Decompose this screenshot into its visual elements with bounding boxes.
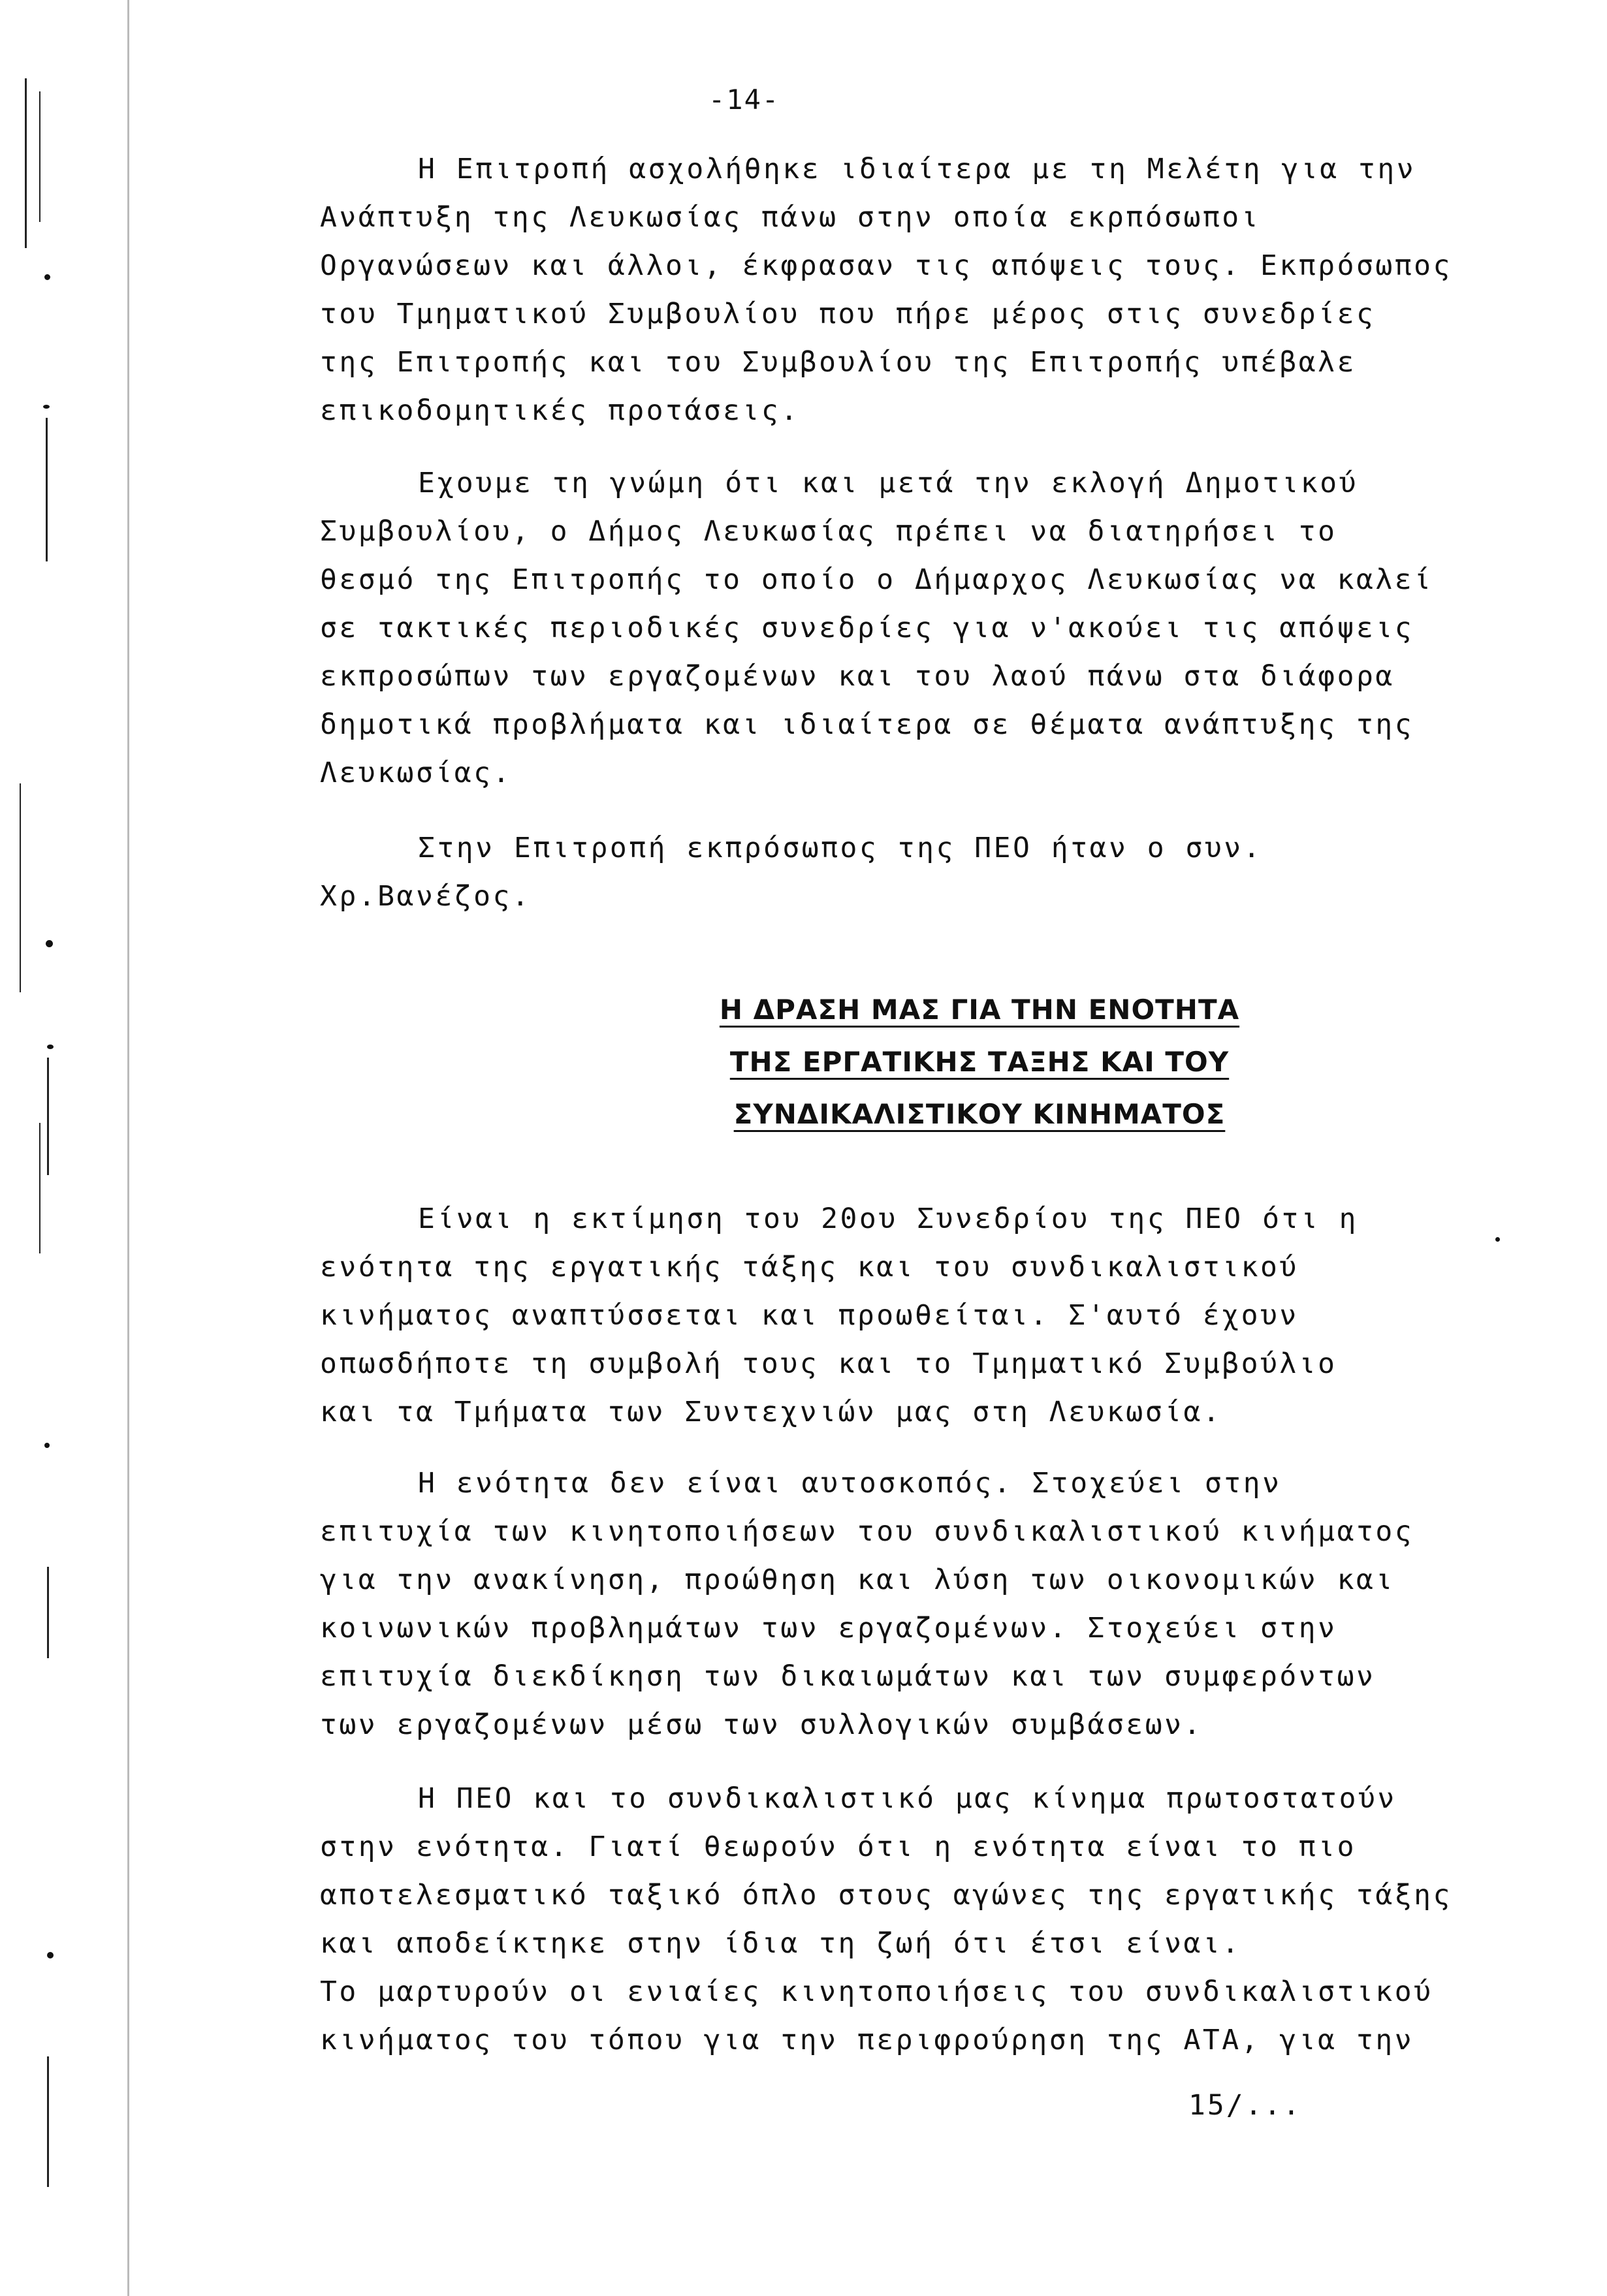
scan-speck [44, 1443, 50, 1448]
section-heading [653, 986, 1306, 1142]
scan-margin-line [20, 783, 21, 992]
text-line: Το μαρτυρούν οι ενιαίες κινητοποιήσεις του συνδικαλιστικού [320, 1975, 1433, 2008]
scan-speck [1495, 1237, 1500, 1242]
scan-margin-line [47, 1567, 49, 1658]
text-line: σε τακτικές περιοδικές συνεδρίες για ν'ακούει τις απόψεις [320, 612, 1414, 644]
paragraph-unity-goal [320, 1459, 1495, 1749]
paragraph-peo-unity [320, 1774, 1495, 2064]
text-line: επικοδομητικές προτάσεις. [320, 394, 800, 427]
scan-speck [46, 940, 53, 947]
text-line: Εχουμε τη γνώμη ότι και μετά την εκλογή Δημοτικού [418, 467, 1359, 499]
text-line: κινήματος του τόπου για την περιφρούρηση της ΑΤΑ, για την [320, 2024, 1414, 2056]
text-line: επιτυχία διεκδίκηση των δικαιωμάτων και των συμφερόντων [320, 1660, 1376, 1693]
heading-line: ΤΗΣ ΕΡΓΑΤΙΚΗΣ ΤΑΞΗΣ ΚΑΙ ΤΟΥ [729, 1046, 1230, 1078]
text-line: της Επιτροπής και του Συμβουλίου της Επιτροπής υπέβαλε [320, 346, 1356, 379]
text-line: και αποδείκτηκε στην ίδια τη ζωή ότι έτσι είναι. [320, 1927, 1241, 1960]
text-line: και τα Τμήματα των Συντεχνιών μας στη Λευκωσία. [320, 1396, 1222, 1428]
scan-speck [47, 1952, 54, 1958]
text-line: στην ενότητα. Γιατί θεωρούν ότι η ενότητα είναι το πιο [320, 1831, 1356, 1863]
text-line: Η ενότητα δεν είναι αυτοσκοπός. Στοχεύει στην [418, 1467, 1282, 1500]
text-line: για την ανακίνηση, προώθηση και λύση των οικονομικών και [320, 1564, 1395, 1596]
text-line: του Τμηματικού Συμβουλίου που πήρε μέρος στις συνεδρίες [320, 298, 1376, 330]
page-continuation-marker: 15/... [1188, 2089, 1302, 2122]
paragraph-committee-work [320, 145, 1495, 435]
text-line: επιτυχία των κινητοποιήσεων του συνδικαλιστικού κινήματος [320, 1515, 1414, 1548]
scan-margin-line [25, 78, 27, 248]
scan-margin-line [127, 0, 129, 2296]
text-line: Ανάπτυξη της Λευκωσίας πάνω στην οποία εκρπόσωποι [320, 201, 1261, 234]
text-line: των εργαζομένων μέσω των συλλογικών συμβάσεων. [320, 1708, 1203, 1741]
text-line: Η Επιτροπή ασχολήθηκε ιδιαίτερα με τη Μελέτη για την [418, 153, 1416, 185]
text-line: Χρ.Βανέζος. [320, 880, 532, 913]
text-line: Συμβουλίου, ο Δήμος Λευκωσίας πρέπει να διατηρήσει το [320, 515, 1337, 548]
paragraph-unity-assessment [320, 1195, 1495, 1436]
text-line: θεσμό της Επιτροπής το οποίο ο Δήμαρχος Λευκωσίας να καλεί [320, 563, 1433, 596]
text-line: κινήματος αναπτύσσεται και προωθείται. Σ'αυτό έχουν [320, 1299, 1299, 1332]
heading-line: ΣΥΝΔΙΚΑΛΙΣΤΙΚΟΥ ΚΙΝΗΜΑΤΟΣ [733, 1098, 1226, 1130]
text-line: κοινωνικών προβλημάτων των εργαζομένων. Στοχεύει στην [320, 1612, 1337, 1644]
scan-margin-line [39, 91, 40, 222]
text-line: Είναι η εκτίμηση του 20ου Συνεδρίου της ΠΕΟ ότι η [418, 1203, 1359, 1235]
text-line: εκπροσώπων των εργαζομένων και του λαού πάνω στα διάφορα [320, 660, 1395, 693]
text-line: Στην Επιτροπή εκπρόσωπος της ΠΕΟ ήταν ο συν. [418, 832, 1263, 864]
scan-margin-line [47, 1058, 49, 1175]
scan-margin-line [47, 2056, 49, 2187]
text-line: Οργανώσεων και άλλοι, έκφρασαν τις απόψεις τους. Εκπρόσωπος [320, 249, 1452, 282]
scan-speck [44, 274, 50, 280]
paragraph-representative [320, 824, 1495, 920]
page-number: -14- [708, 84, 780, 116]
text-line: Η ΠΕΟ και το συνδικαλιστικό μας κίνημα πρωτοστατούν [418, 1782, 1397, 1815]
heading-line: Η ΔΡΑΣΗ ΜΑΣ ΓΙΑ ΤΗΝ ΕΝΟΤΗΤΑ [719, 994, 1240, 1026]
text-line: ενότητα της εργατικής τάξης και του συνδικαλιστικού [320, 1251, 1299, 1283]
scan-margin-line [46, 418, 48, 561]
text-line: δημοτικά προβλήματα και ιδιαίτερα σε θέματα ανάπτυξης της [320, 708, 1414, 741]
scan-margin-line [39, 1123, 40, 1253]
text-line: οπωσδήποτε τη συμβολή τους και το Τμηματικό Συμβούλιο [320, 1347, 1337, 1380]
text-line: Λευκωσίας. [320, 757, 512, 789]
scan-speck [47, 1045, 54, 1049]
text-line: αποτελεσματικό ταξικό όπλο στους αγώνες της εργατικής τάξης [320, 1879, 1452, 1911]
scan-speck [43, 405, 50, 409]
paragraph-opinion [320, 459, 1495, 797]
